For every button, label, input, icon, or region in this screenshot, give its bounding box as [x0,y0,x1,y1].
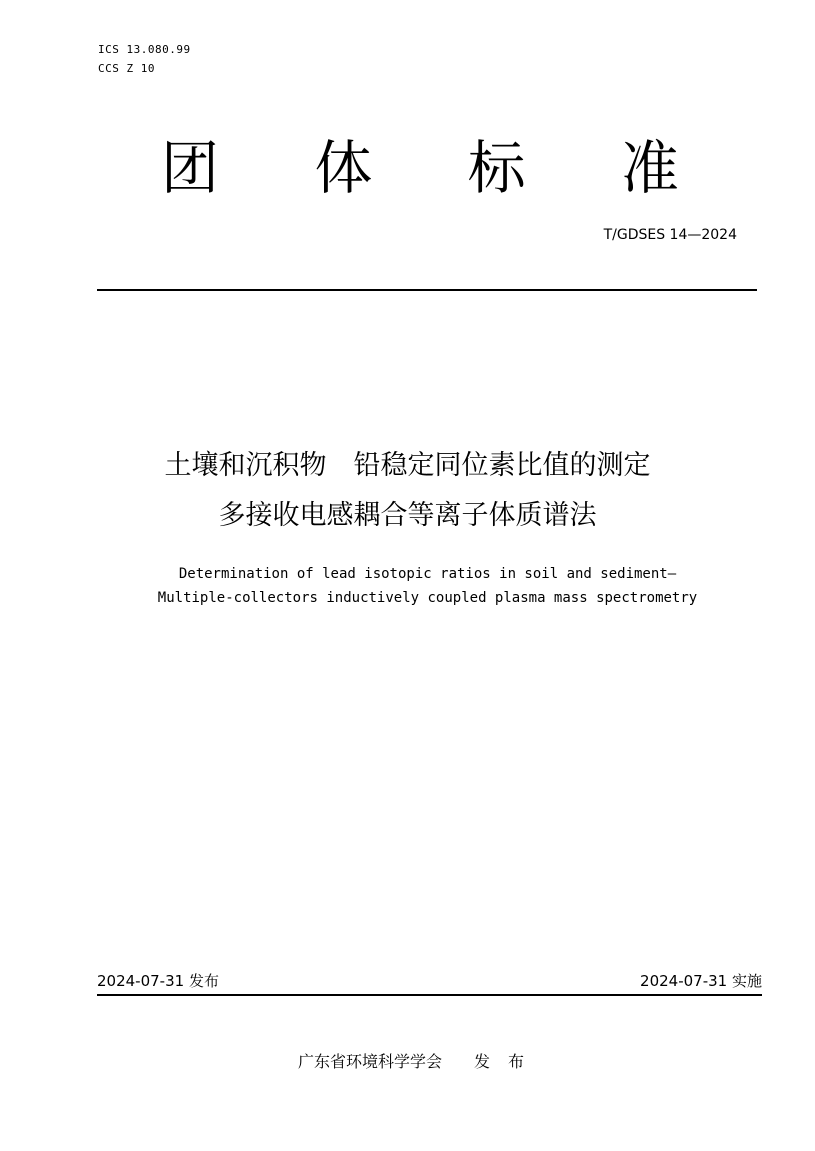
chinese-title-line-1: 土壤和沉积物 铅稳定同位素比值的测定 [164,450,651,481]
doc-type-char-4: 准 [620,134,679,202]
publisher-line [298,1050,542,1074]
doc-type-char-3: 标 [467,134,526,202]
ccs-code: CCS Z 10 [98,62,155,75]
doc-type-char-2: 体 [314,134,373,202]
doc-type-char-1: 团 [160,134,219,202]
english-title-line-1: Determination of lead isotopic ratios in soil and sediment— [178,566,677,582]
issue-date: 2024-07-31 发布 [97,972,219,990]
classification-codes [98,40,191,78]
ics-code: ICS 13.080.99 [98,43,191,56]
publisher-action: 发布 [474,1052,543,1071]
chinese-title-line-2: 多接收电感耦合等离子体质谱法 [218,500,597,531]
publisher-organization: 广东省环境科学学会 [298,1052,443,1071]
implementation-date: 2024-07-31 实施 [640,972,762,990]
top-divider [97,289,757,291]
english-title-line-2: Multiple-collectors inductively coupled plasma mass spectrometry [157,590,698,606]
bottom-divider [97,994,762,996]
standard-number: T/GDSES 14—2024 [603,227,737,243]
document-type-heading [150,128,690,208]
